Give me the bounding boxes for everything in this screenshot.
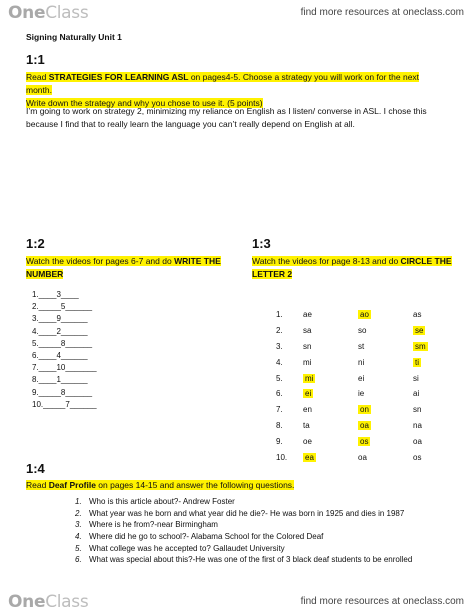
promo-link[interactable]: find more resources at oneclass.com: [300, 596, 464, 607]
list-item: 7.____10_______: [32, 363, 97, 373]
row-number: 6.: [276, 389, 283, 399]
table-row: [276, 449, 453, 465]
letter-option: ti: [415, 357, 419, 367]
footer-brand-bar: [0, 589, 474, 613]
row-number: 5.: [276, 373, 283, 383]
number-answer-list: [32, 289, 97, 411]
header-brand-bar: [0, 0, 474, 26]
row-number: 2.: [276, 326, 283, 336]
letter-option: os: [413, 452, 422, 462]
section-1-2-heading: 1:2: [26, 236, 45, 251]
section-1-3-instructions: Watch the videos for page 8-13 and do CIRCLE THE LETTER 2: [252, 256, 452, 279]
letter-option: ea: [305, 452, 314, 462]
section-1-3-heading: 1:3: [252, 236, 271, 251]
question-list: [75, 496, 412, 566]
table-row: [276, 323, 453, 339]
section-1-2-instructions: Watch the videos for pages 6-7 and do WRITE THE NUMBER: [26, 256, 221, 279]
promo-link[interactable]: find more resources at oneclass.com: [300, 7, 464, 18]
letter-option: on: [360, 405, 369, 415]
letter-option: ei: [358, 373, 365, 383]
list-item: 3.____9______: [32, 314, 88, 324]
oneclass-logo[interactable]: OneClass: [8, 592, 89, 612]
letter-option: os: [360, 436, 369, 446]
table-row: [276, 418, 453, 434]
document-title: Signing Naturally Unit 1: [26, 32, 122, 42]
letter-option: ae: [303, 310, 312, 320]
letter-option: ai: [413, 389, 420, 399]
list-item: 4. Where did he go to school?- Alabama School for the Colored Deaf: [75, 532, 324, 542]
list-item: 2. What year was he born and what year did he die?- He was born in 1925 and dies in 1987: [75, 508, 405, 518]
letter-option: so: [358, 326, 367, 336]
letter-option: mi: [305, 373, 314, 383]
letter-option: se: [415, 326, 424, 336]
table-row: [276, 354, 453, 370]
table-row: [276, 339, 453, 355]
section-1-1-instructions: Read STRATEGIES FOR LEARNING ASL on pages4-5. Choose a strategy you will work on for the next month. Write down the strategy and why you chose to use it. (5 points): [26, 72, 420, 108]
letter-option: en: [303, 405, 312, 415]
row-number: 10.: [276, 452, 288, 462]
section-1-4-instructions: Read Deaf Profile on pages 14-15 and answer the following questions.: [26, 480, 295, 490]
table-row: [276, 307, 453, 323]
list-item: 8.____1______: [32, 375, 88, 385]
list-item: 6. What was special about this?-He was one of the first of 3 black deaf students to be enrolled: [75, 555, 413, 565]
oneclass-logo[interactable]: OneClass: [8, 3, 89, 23]
letter-option: ta: [303, 420, 310, 430]
letter-option: sm: [415, 341, 426, 351]
table-row: [276, 370, 453, 386]
list-item: 2._____5______: [32, 302, 93, 312]
letter-option: oa: [360, 420, 369, 430]
letter-option: oa: [413, 436, 422, 446]
letter-option: oe: [303, 436, 312, 446]
letter-option: si: [413, 373, 419, 383]
letter-option: ni: [358, 357, 365, 367]
section-1-1-answer: I’m going to work on strategy 2, minimizing my reliance on English as I listen/ converse in ASL. I chose this because I find that to really learn the language you can’t really depend on English at all.: [26, 106, 427, 129]
list-item: 3. Where is he from?-near Birmingham: [75, 520, 218, 530]
list-item: 4.____2______: [32, 326, 88, 336]
letter-option: sn: [303, 341, 312, 351]
list-item: 10._____7______: [32, 399, 97, 409]
row-number: 9.: [276, 436, 283, 446]
letter-option: sn: [413, 405, 422, 415]
row-number: 1.: [276, 310, 283, 320]
table-row: [276, 402, 453, 418]
letter-option: ao: [360, 310, 369, 320]
list-item: 1.____3____: [32, 290, 79, 299]
table-row: [276, 386, 453, 402]
letter-option: na: [413, 420, 422, 430]
list-item: 5. What college was he accepted to? Gallaudet University: [75, 543, 285, 553]
list-item: 9._____8______: [32, 387, 93, 397]
letter-option: st: [358, 341, 365, 351]
list-item: 1. Who is this article about?- Andrew Foster: [75, 497, 235, 506]
letter-option: ei: [305, 389, 312, 399]
letter-option: as: [413, 310, 422, 320]
row-number: 3.: [276, 341, 283, 351]
row-number: 7.: [276, 405, 283, 415]
letter-option: mi: [303, 357, 312, 367]
letter-option: oa: [358, 452, 367, 462]
row-number: 4.: [276, 357, 283, 367]
section-1-4-heading: 1:4: [26, 461, 45, 476]
section-1-1-heading: 1:1: [26, 52, 45, 67]
letter-option: sa: [303, 326, 312, 336]
letter-table: [276, 307, 453, 465]
table-row: [276, 433, 453, 449]
list-item: 6.____4______: [32, 350, 88, 360]
list-item: 5._____8______: [32, 338, 93, 348]
row-number: 8.: [276, 420, 283, 430]
letter-option: ie: [358, 389, 365, 399]
